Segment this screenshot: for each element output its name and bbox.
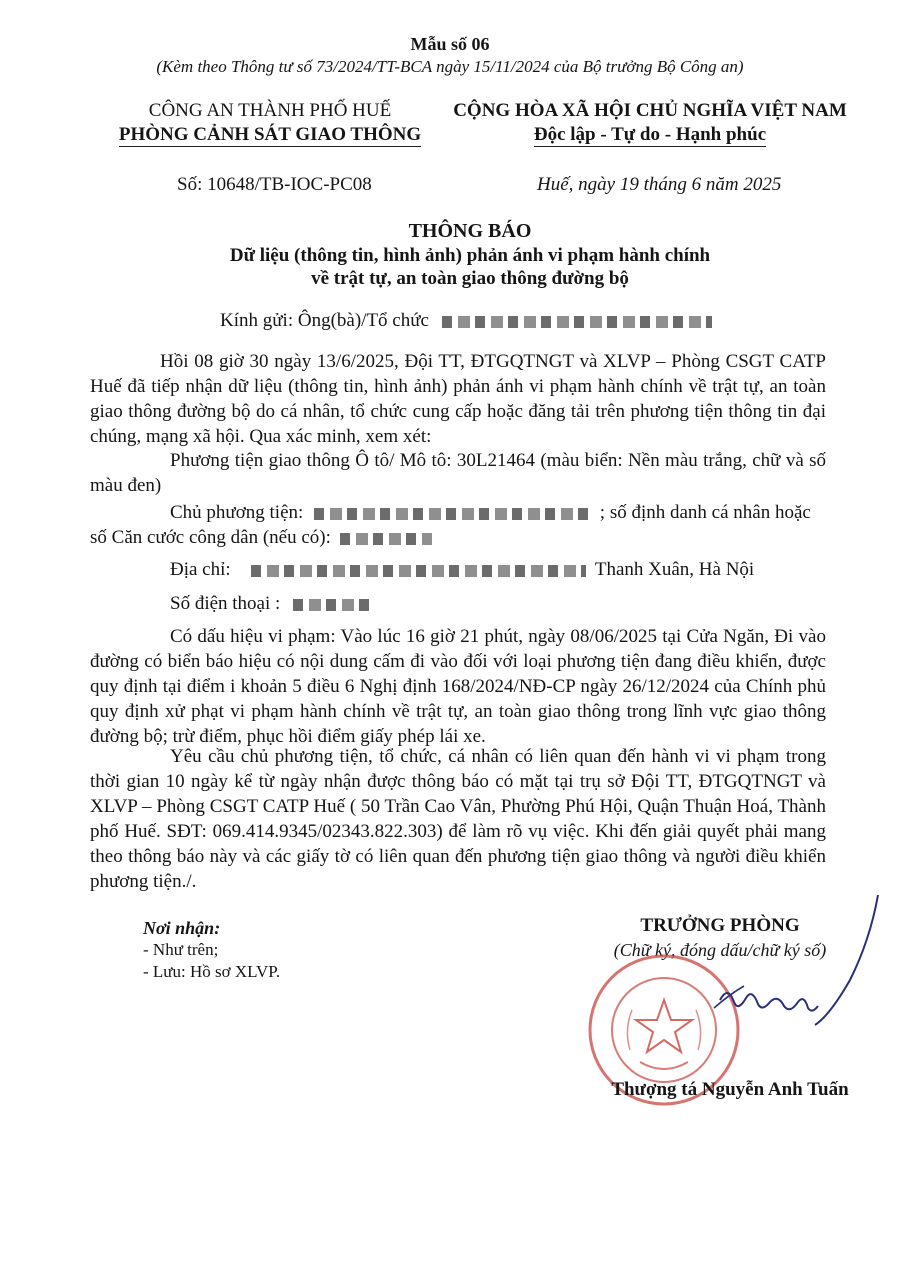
- recipient-item: - Như trên;: [143, 940, 219, 959]
- signer-name: Thượng tá Nguyễn Anh Tuấn: [611, 1079, 849, 1100]
- vehicle-paragraph: Phương tiện giao thông Ô tô/ Mô tô: 30L21464 (màu biển: Nền màu trắng, chữ và số màu đen): [90, 450, 826, 496]
- place-date: Huế, ngày 19 tháng 6 năm 2025: [537, 174, 782, 195]
- agency-name-text: PHÒNG CẢNH SÁT GIAO THÔNG: [118, 124, 422, 145]
- signature-note: (Chữ ký, đóng dấu/chữ ký số): [613, 940, 827, 960]
- form-number: Mẫu số 06: [410, 34, 490, 54]
- form-attachment-note: (Kèm theo Thông tư số 73/2024/TT-BCA ngày 15/11/2024 của Bộ trưởng Bộ Công an): [156, 57, 744, 76]
- phone-label: Số điện thoại :: [170, 593, 281, 614]
- id-label: số Căn cước công dân (nếu có):: [90, 527, 331, 548]
- recipient-item: - Lưu: Hồ sơ XLVP.: [143, 962, 281, 981]
- notice-title: THÔNG BÁO: [408, 220, 532, 242]
- owner-label: Chủ phương tiện:: [170, 502, 304, 523]
- agency-name: [90, 124, 450, 146]
- national-motto: [410, 124, 890, 146]
- redacted-recipient: [442, 316, 712, 328]
- redacted-phone: [293, 599, 371, 611]
- address-line: [170, 559, 754, 581]
- country-name: CỘNG HÒA XÃ HỘI CHỦ NGHĨA VIỆT NAM: [453, 100, 847, 121]
- document-number: Số: 10648/TB-IOC-PC08: [177, 174, 372, 195]
- owner-suffix: ; số định danh cá nhân hoặc: [599, 502, 811, 523]
- agency-parent: CÔNG AN THÀNH PHỐ HUẾ: [148, 100, 392, 121]
- signer-position: TRƯỞNG PHÒNG: [640, 915, 800, 936]
- address-label: Địa chỉ:: [170, 559, 231, 580]
- phone-line: [170, 593, 371, 615]
- intro-paragraph: Hồi 08 giờ 30 ngày 13/6/2025, Đội TT, ĐTGQTNGT và XLVP – Phòng CSGT CATP Huế đã tiếp nhận dữ liệu (thông tin, hình ảnh) phản ánh vi phạm hành chính về trật tự, an toàn giao thông đường bộ do cá nhân, tổ chức cung cấp hoặc đăng tải trên phương tiện thông tin đại chúng, mạng xã hội. Qua xác minh, xem xét:: [90, 351, 826, 447]
- address-suffix: Thanh Xuân, Hà Nội: [594, 559, 755, 580]
- national-motto-text: Độc lập - Tự do - Hạnh phúc: [533, 124, 767, 145]
- owner-line: [170, 502, 811, 524]
- redacted-id: [340, 533, 432, 545]
- request-paragraph: Yêu cầu chủ phương tiện, tổ chức, cá nhân có liên quan đến hành vi vi phạm trong thời gian 10 ngày kể từ ngày nhận được thông báo có mặt tại trụ sở Đội TT, ĐTGQTNGT và XLVP – Phòng CSGT CATP Huế ( 50 Trần Cao Vân, Phường Phú Hội, Quận Thuận Hoá, Thành phố Huế. SĐT: 069.414.9345/02343.822.303) để làm rõ vụ việc. Khi đến giải quyết phải mang theo thông báo này và các giấy tờ có liên quan đến phương tiện giao thông và người điều khiển phương tiện./.: [90, 746, 826, 892]
- id-line: [90, 527, 432, 549]
- recipient-line: [220, 310, 712, 332]
- recipients-label: Nơi nhận:: [143, 918, 221, 938]
- recipient-label: Kính gửi: Ông(bà)/Tổ chức: [220, 310, 429, 331]
- notice-subtitle-2: về trật tự, an toàn giao thông đường bộ: [311, 268, 629, 289]
- redacted-owner: [314, 508, 589, 520]
- violation-paragraph: Có dấu hiệu vi phạm: Vào lúc 16 giờ 21 phút, ngày 08/06/2025 tại Cửa Ngăn, Đi vào đường có biển báo hiệu có nội dung cấm đi vào đối với loại phương tiện đang điều khiển, được quy định tại điểm i khoản 5 điều 6 Nghị định 168/2024/NĐ-CP ngày 26/12/2024 của Chính phủ quy định xử phạt vi phạm hành chính về trật tự, an toàn giao thông trong lĩnh vực giao thông đường bộ; trừ điểm, phục hồi điểm giấy phép lái xe.: [90, 626, 826, 747]
- notice-subtitle-1: Dữ liệu (thông tin, hình ảnh) phản ánh vi phạm hành chính: [229, 245, 711, 266]
- redacted-address: [251, 565, 586, 577]
- handwritten-signature-icon: [700, 890, 885, 1040]
